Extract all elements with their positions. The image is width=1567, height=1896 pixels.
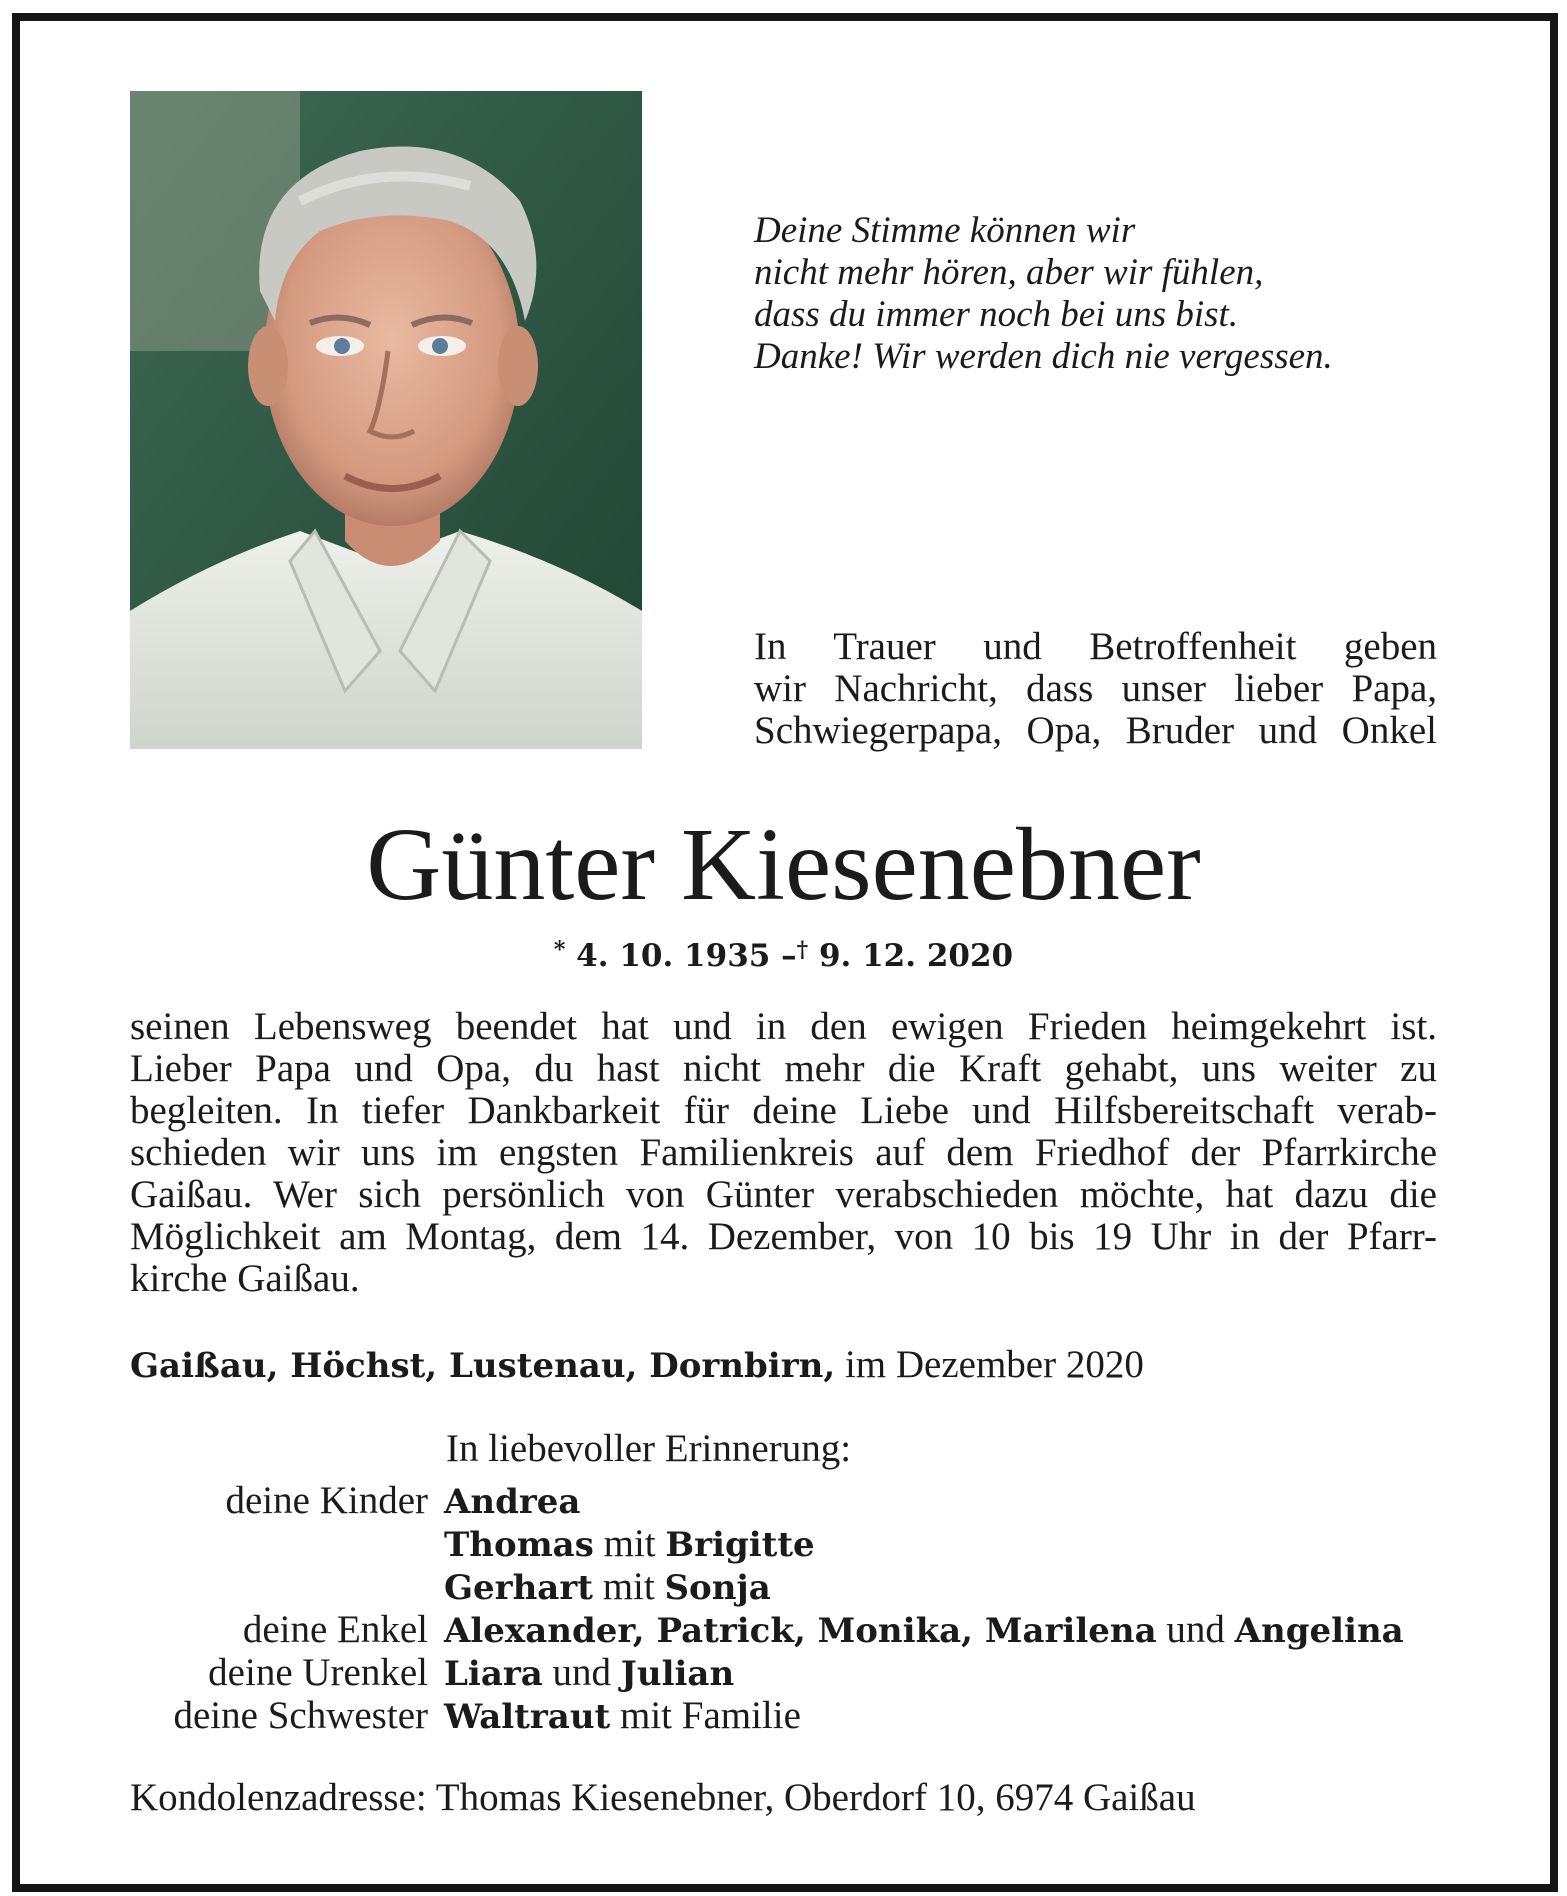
family-name: Thomas [444,1525,594,1565]
memory-heading: In liebevoller Erinnerung: [446,1427,852,1470]
family-row-urenkel [130,1652,1450,1695]
family-name: Andrea [444,1482,581,1522]
body-line: Möglichkeit am Montag, dem 14. Dezember, von 10 bis 19 Uhr in der Pfarr- [130,1215,1437,1258]
family-label: deine Urenkel [208,1651,428,1694]
family-name: Alexander, Patrick, Monika, Marilena [444,1611,1157,1651]
deceased-name: Günter Kiesenebner [366,807,1201,922]
family-row-kinder [130,1480,1450,1523]
family-row [130,1566,1450,1609]
poem-line: dass du immer noch bei uns bist. [754,294,1239,335]
family-names [444,1523,815,1566]
family-name: Julian [620,1654,735,1694]
poem-line: nicht mehr hören, aber wir fühlen, [754,252,1264,293]
family-label: deine Enkel [242,1608,428,1651]
family-names [444,1609,1404,1652]
life-dates [0,930,1567,976]
family-name: Gerhart [444,1568,593,1608]
place-towns: Gaißau, Höchst, Lustenau, Dornbirn, [130,1346,836,1386]
family-label-empty [130,1523,444,1566]
body-line: kirche Gaißau. [130,1257,360,1300]
family-conj: und [1166,1608,1225,1651]
portrait-photo [130,91,642,749]
poem [754,210,1454,378]
body-line: seinen Lebensweg beendet hat und in den ewigen Frieden heimgekehrt ist. [130,1005,1437,1048]
family-name: Waltraut [444,1697,611,1737]
body-line: Lieber Papa und Opa, du hast nicht mehr die Kraft gehabt, uns weiter zu [130,1047,1437,1090]
intro-paragraph [754,626,1437,752]
place-and-date [130,1344,1437,1387]
family-conj: mit [603,1522,656,1565]
body-line: begleiten. In tiefer Dankbarkeit für deine Liebe und Hilfsbereitschaft verab- [130,1089,1437,1132]
family-name: Sonja [664,1568,771,1608]
intro-line: wir Nachricht, dass unser lieber Papa, [754,667,1437,710]
family-list [130,1480,1450,1738]
family-row-enkel [130,1609,1450,1652]
family-conj: und [552,1651,612,1694]
family-names [444,1566,771,1609]
family-label: deine Schwester [173,1694,428,1737]
body-paragraph [130,1006,1437,1300]
birth-symbol: * [553,937,566,963]
date-separator: – [781,938,797,974]
body-line: schieden wir uns im engsten Familienkreis auf dem Friedhof der Pfarrkirche [130,1131,1437,1174]
death-symbol: † [796,937,809,963]
intro-line: Schwiegerpapa, Opa, Bruder und Onkel [754,709,1437,752]
death-date: 9. 12. 2020 [818,938,1014,974]
family-label: deine Kinder [225,1479,428,1522]
family-label-empty [130,1566,444,1609]
place-date: im Dezember 2020 [844,1343,1144,1386]
family-names [444,1652,734,1695]
family-suffix: mit Familie [620,1694,801,1737]
family-name: Brigitte [665,1525,815,1565]
family-name: Angelina [1234,1611,1404,1651]
condolence-address: Kondolenzadresse: Thomas Kiesenebner, Oberdorf 10, 6974 Gaißau [130,1776,1196,1819]
family-name: Liara [444,1654,543,1694]
intro-line: In Trauer und Betroffenheit geben [754,625,1437,668]
birth-date: 4. 10. 1935 [576,938,771,974]
portrait-illustration [130,91,642,749]
family-names [444,1480,580,1523]
poem-line: Danke! Wir werden dich nie vergessen. [754,336,1333,377]
family-row [130,1523,1450,1566]
family-conj: mit [602,1565,655,1608]
poem-line: Deine Stimme können wir [754,210,1136,251]
family-names [444,1695,801,1738]
family-row-schwester [130,1695,1450,1738]
body-line: Gaißau. Wer sich persönlich von Günter verabschieden möchte, hat dazu die [130,1173,1437,1216]
